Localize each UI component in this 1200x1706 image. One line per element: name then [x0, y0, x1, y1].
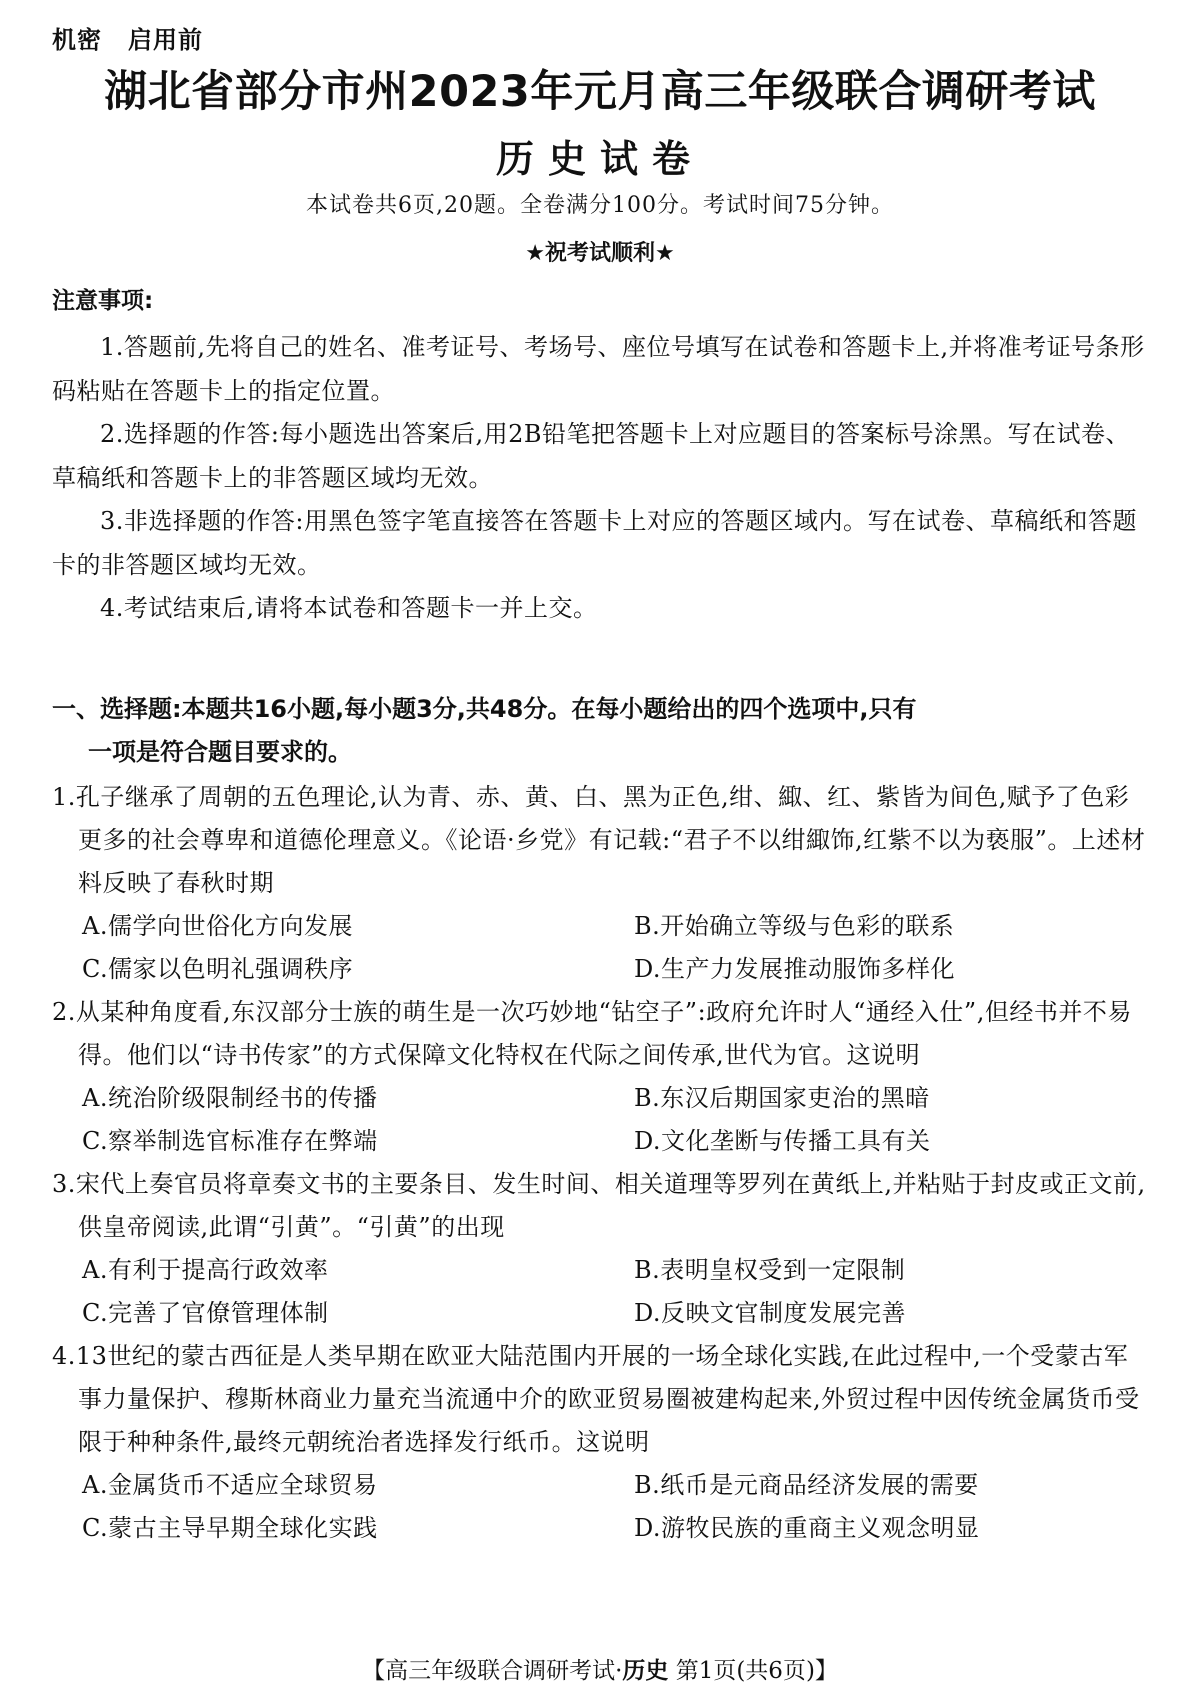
question-3 — [52, 1163, 1152, 1335]
question-2 — [52, 991, 1152, 1163]
notice-item: 3.非选择题的作答:用黑色签字笔直接答在答题卡上对应的答题区域内。写在试卷、草稿纸和答题卡的非答题区域均无效。 — [52, 507, 1137, 579]
option-c: C.完善了官僚管理体制 — [82, 1299, 329, 1327]
secret-label: 机密 — [52, 26, 102, 54]
option-b: B.表明皇权受到一定限制 — [634, 1256, 906, 1284]
notice-title: 注意事项: — [52, 288, 154, 314]
confidential-label — [52, 20, 203, 55]
exam-subtitle: 历史试卷 — [495, 137, 704, 181]
option-a: A.金属货币不适应全球贸易 — [82, 1471, 378, 1499]
section-heading-line1: 一、选择题:本题共16小题,每小题3分,共48分。在每小题给出的四个选项中,只有 — [52, 695, 917, 723]
notice-list — [52, 326, 1152, 631]
question-1 — [52, 776, 1152, 991]
exam-title: 湖北省部分市州2023年元月高三年级联合调研考试 — [104, 67, 1096, 117]
question-options — [52, 1249, 1152, 1335]
notice-item: 4.考试结束后,请将本试卷和答题卡一并上交。 — [100, 594, 598, 622]
option-d: D.生产力发展推动服饰多样化 — [634, 955, 956, 983]
good-luck-banner: ★祝考试顺利★ — [525, 241, 675, 266]
section-heading — [52, 688, 1152, 774]
question-list — [52, 776, 1152, 1550]
question-4 — [52, 1335, 1152, 1550]
option-a: A.统治阶级限制经书的传播 — [82, 1084, 378, 1112]
notice-item: 2.选择题的作答:每小题选出答案后,用2B铅笔把答题卡上对应题目的答案标号涂黑。写在试卷、草稿纸和答题卡上的非答题区域均无效。 — [52, 420, 1131, 492]
option-b: B.东汉后期国家吏治的黑暗 — [634, 1084, 930, 1112]
question-options — [52, 1077, 1152, 1163]
question-stem: 3.宋代上奏官员将章奏文书的主要条目、发生时间、相关道理等罗列在黄纸上,并粘贴于封皮或正文前,供皇帝阅读,此谓“引黄”。“引黄”的出现 — [52, 1170, 1146, 1241]
option-c: C.蒙古主导早期全球化实践 — [82, 1514, 378, 1542]
option-d: D.文化垄断与传播工具有关 — [634, 1127, 931, 1155]
question-options — [52, 905, 1152, 991]
status-label: 启用前 — [128, 26, 203, 54]
option-d: D.游牧民族的重商主义观念明显 — [634, 1514, 980, 1542]
question-stem: 2.从某种角度看,东汉部分士族的萌生是一次巧妙地“钻空子”:政府允许时人“通经入仕”,但经书并不易得。他们以“诗书传家”的方式保障文化特权在代际之间传承,世代为官。这说明 — [52, 998, 1132, 1069]
option-c: C.儒家以色明礼强调秩序 — [82, 955, 354, 983]
question-stem: 4.13世纪的蒙古西征是人类早期在欧亚大陆范围内开展的一场全球化实践,在此过程中,一个受蒙古军事力量保护、穆斯林商业力量充当流通中介的欧亚贸易圈被建构起来,外贸过程中因传统金属货币受限于种种条件,最终元朝统治者选择发行纸币。这说明 — [52, 1342, 1140, 1456]
section-heading-line2: 一项是符合题目要求的。 — [88, 738, 352, 766]
question-stem: 1.孔子继承了周朝的五色理论,认为青、赤、黄、白、黑为正色,绀、緅、红、紫皆为间色,赋予了色彩更多的社会尊卑和道德伦理意义。《论语·乡党》有记载:“君子不以绀緅饰,红紫不以为亵服”。上述材料反映了春秋时期 — [52, 783, 1146, 897]
option-c: C.察举制选官标准存在弊端 — [82, 1127, 378, 1155]
option-a: A.儒学向世俗化方向发展 — [82, 912, 353, 940]
exam-info: 本试卷共6页,20题。全卷满分100分。考试时间75分钟。 — [306, 193, 894, 218]
question-options — [52, 1464, 1152, 1550]
page-footer — [0, 1652, 1200, 1685]
footer-page-number: 第1页(共6页)】 — [675, 1658, 838, 1684]
footer-exam-name: 【高三年级联合调研考试· — [362, 1658, 623, 1684]
option-d: D.反映文官制度发展完善 — [634, 1299, 907, 1327]
option-b: B.纸币是元商品经济发展的需要 — [634, 1471, 979, 1499]
option-b: B.开始确立等级与色彩的联系 — [634, 912, 955, 940]
option-a: A.有利于提高行政效率 — [82, 1256, 329, 1284]
notice-item: 1.答题前,先将自己的姓名、准考证号、考场号、座位号填写在试卷和答题卡上,并将准考证号条形码粘贴在答题卡上的指定位置。 — [52, 333, 1145, 405]
footer-subject: 历史 — [622, 1658, 669, 1684]
